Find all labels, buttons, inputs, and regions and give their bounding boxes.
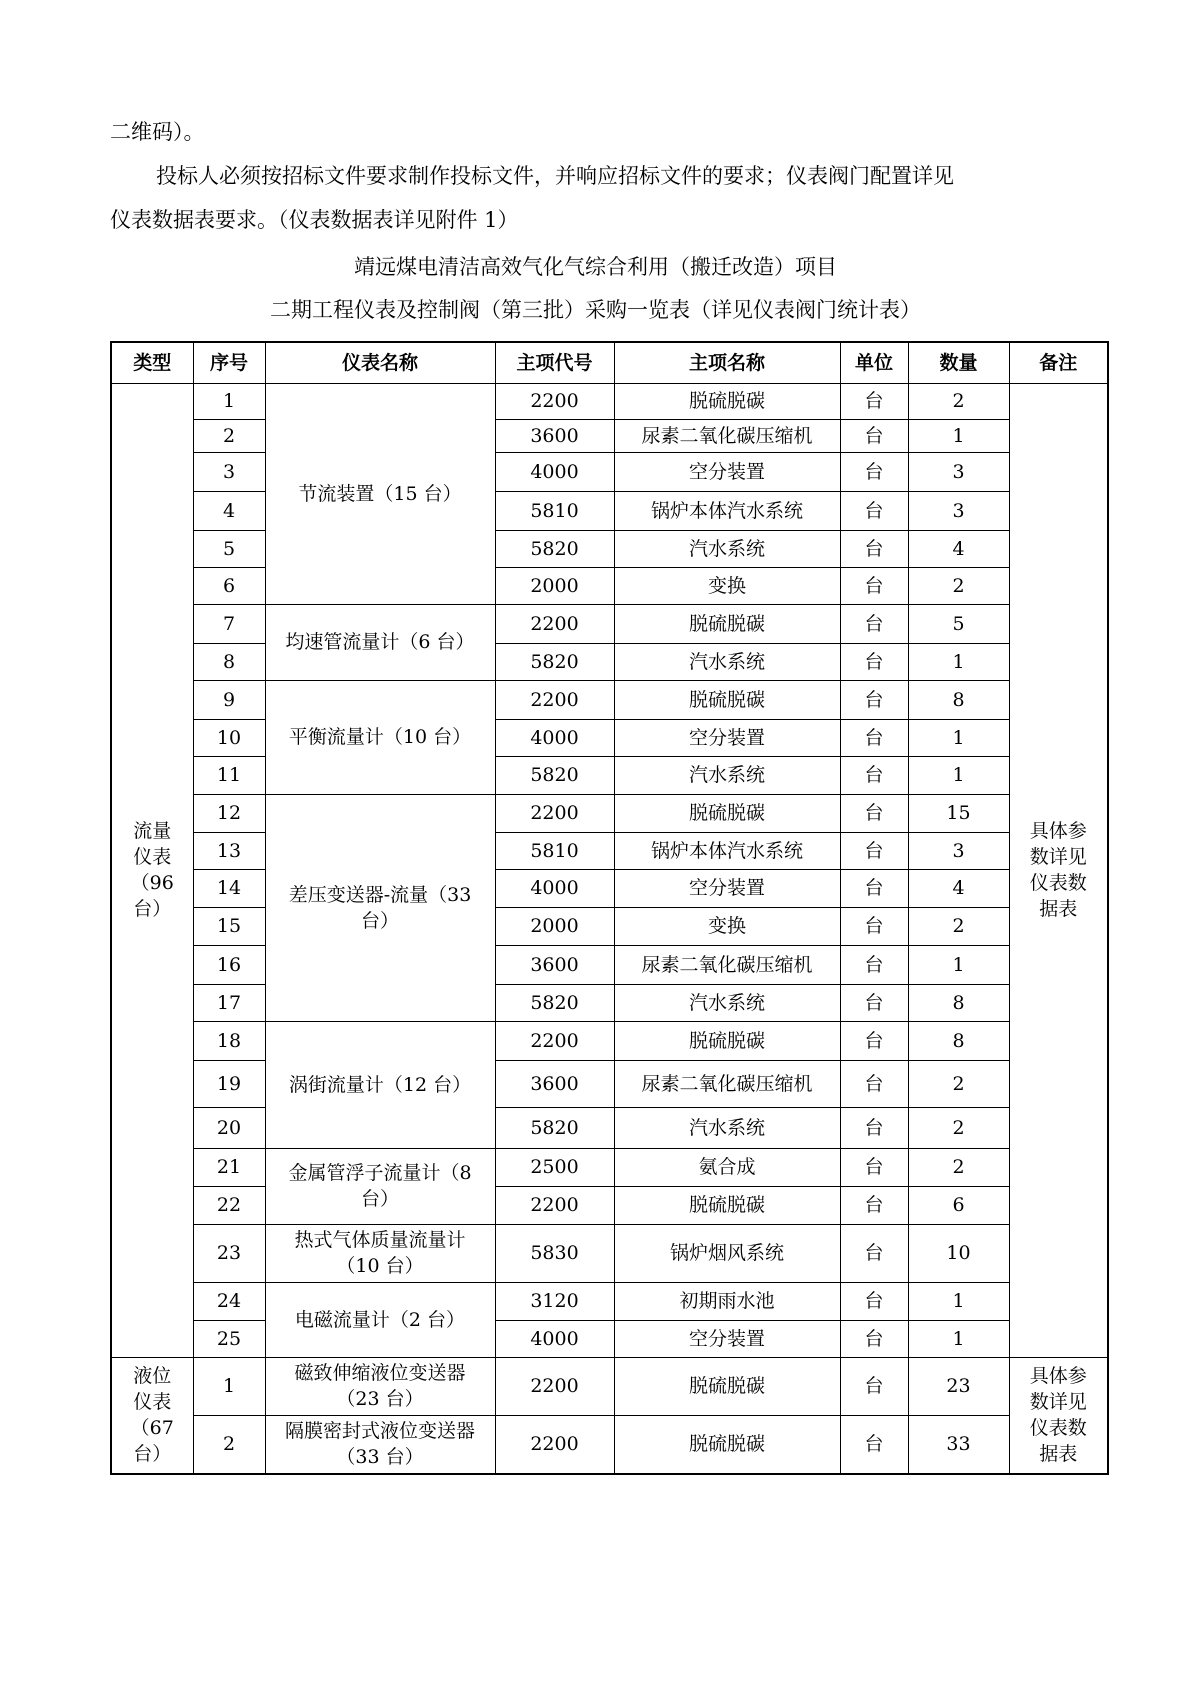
table-row <box>111 383 1108 419</box>
quantity: 1 <box>908 719 1009 756</box>
item-name: 变换 <box>614 567 840 604</box>
item-code: 2200 <box>495 383 614 419</box>
quantity: 33 <box>908 1415 1009 1474</box>
quantity: 2 <box>908 907 1009 945</box>
item-code: 2200 <box>495 1415 614 1474</box>
unit: 台 <box>840 383 908 419</box>
item-name: 汽水系统 <box>614 984 840 1021</box>
item-code: 4000 <box>495 719 614 756</box>
table-row <box>111 832 1108 869</box>
instrument-name: 磁致伸缩液位变送器（23 台） <box>265 1357 495 1415</box>
table-row <box>111 491 1108 530</box>
item-name: 汽水系统 <box>614 530 840 567</box>
row-no: 21 <box>193 1148 265 1186</box>
table-row <box>111 1415 1108 1474</box>
item-code: 2200 <box>495 1021 614 1060</box>
remark-line: 数详见 <box>1029 846 1087 868</box>
row-no: 25 <box>193 1320 265 1357</box>
quantity: 1 <box>908 756 1009 794</box>
flow-type-cell <box>111 383 193 1357</box>
item-name: 脱硫脱碳 <box>614 1186 840 1224</box>
quantity: 3 <box>908 452 1009 491</box>
item-code: 2200 <box>495 680 614 719</box>
row-no: 5 <box>193 530 265 567</box>
table-row <box>111 869 1108 907</box>
unit: 台 <box>840 643 908 680</box>
header-item-code: 主项代号 <box>495 342 614 383</box>
table-row <box>111 530 1108 567</box>
level-type-cell <box>111 1357 193 1474</box>
quantity: 2 <box>908 383 1009 419</box>
table-row <box>111 1282 1108 1320</box>
quantity: 23 <box>908 1357 1009 1415</box>
unit: 台 <box>840 1224 908 1282</box>
instrument-name: 隔膜密封式液位变送器（33 台） <box>265 1415 495 1474</box>
row-no: 17 <box>193 984 265 1021</box>
unit: 台 <box>840 945 908 984</box>
unit: 台 <box>840 1320 908 1357</box>
item-code: 2200 <box>495 794 614 832</box>
item-name: 氨合成 <box>614 1148 840 1186</box>
table-row <box>111 719 1108 756</box>
intro-line-2: 投标人必须按招标文件要求制作投标文件，并响应招标文件的要求；仪表阀门配置详见 <box>156 164 954 188</box>
unit: 台 <box>840 869 908 907</box>
unit: 台 <box>840 984 908 1021</box>
row-no: 2 <box>193 1415 265 1474</box>
item-code: 3600 <box>495 419 614 452</box>
table-row <box>111 1357 1108 1415</box>
unit: 台 <box>840 832 908 869</box>
quantity: 15 <box>908 794 1009 832</box>
item-code: 3120 <box>495 1282 614 1320</box>
item-code: 5810 <box>495 832 614 869</box>
intro-line-3: 仪表数据表要求。（仪表数据表详见附件 1） <box>110 208 519 232</box>
row-no: 6 <box>193 567 265 604</box>
quantity: 1 <box>908 1282 1009 1320</box>
item-name: 脱硫脱碳 <box>614 1415 840 1474</box>
item-code: 5820 <box>495 1107 614 1148</box>
row-no: 23 <box>193 1224 265 1282</box>
table-row <box>111 567 1108 604</box>
row-no: 22 <box>193 1186 265 1224</box>
instrument-name: 电磁流量计（2 台） <box>265 1282 495 1357</box>
unit: 台 <box>840 491 908 530</box>
unit: 台 <box>840 1415 908 1474</box>
row-no: 10 <box>193 719 265 756</box>
remark-line: 仪表数 <box>1029 872 1087 894</box>
row-no: 7 <box>193 604 265 643</box>
unit: 台 <box>840 1186 908 1224</box>
unit: 台 <box>840 452 908 491</box>
item-code: 2500 <box>495 1148 614 1186</box>
quantity: 5 <box>908 604 1009 643</box>
unit: 台 <box>840 1060 908 1107</box>
row-no: 14 <box>193 869 265 907</box>
row-no: 3 <box>193 452 265 491</box>
quantity: 2 <box>908 1148 1009 1186</box>
item-code: 2200 <box>495 1357 614 1415</box>
table-row <box>111 643 1108 680</box>
table-row <box>111 452 1108 491</box>
remark-line: 具体参 <box>1029 820 1087 842</box>
unit: 台 <box>840 604 908 643</box>
unit: 台 <box>840 794 908 832</box>
item-name: 锅炉本体汽水系统 <box>614 832 840 869</box>
header-instrument-name: 仪表名称 <box>265 342 495 383</box>
table-row <box>111 604 1108 643</box>
item-name: 脱硫脱碳 <box>614 383 840 419</box>
unit: 台 <box>840 680 908 719</box>
item-code: 4000 <box>495 869 614 907</box>
item-name: 空分装置 <box>614 452 840 491</box>
item-name: 汽水系统 <box>614 1107 840 1148</box>
row-no: 13 <box>193 832 265 869</box>
item-code: 5830 <box>495 1224 614 1282</box>
item-code: 5820 <box>495 984 614 1021</box>
item-code: 4000 <box>495 452 614 491</box>
table-row <box>111 1021 1108 1060</box>
row-no: 20 <box>193 1107 265 1148</box>
header-item-name: 主项名称 <box>614 342 840 383</box>
item-name: 脱硫脱碳 <box>614 680 840 719</box>
item-name: 初期雨水池 <box>614 1282 840 1320</box>
item-code: 2000 <box>495 567 614 604</box>
item-code: 5820 <box>495 756 614 794</box>
item-name: 空分装置 <box>614 1320 840 1357</box>
item-code: 5820 <box>495 643 614 680</box>
quantity: 10 <box>908 1224 1009 1282</box>
item-name: 尿素二氧化碳压缩机 <box>614 1060 840 1107</box>
table-row <box>111 794 1108 832</box>
remark-line: 仪表数 <box>1029 1417 1087 1440</box>
instrument-name: 平衡流量计（10 台） <box>265 680 495 794</box>
remark-line: 据表 <box>1039 1443 1078 1466</box>
table-row <box>111 1148 1108 1186</box>
row-no: 18 <box>193 1021 265 1060</box>
item-name: 空分装置 <box>614 869 840 907</box>
unit: 台 <box>840 1021 908 1060</box>
quantity: 8 <box>908 680 1009 719</box>
table-row <box>111 984 1108 1021</box>
unit: 台 <box>840 1282 908 1320</box>
item-code: 2000 <box>495 907 614 945</box>
table-row <box>111 1224 1108 1282</box>
table-title-line-2: 二期工程仪表及控制阀（第三批）采购一览表（详见仪表阀门统计表） <box>270 298 921 322</box>
item-name: 汽水系统 <box>614 643 840 680</box>
intro-line-1: 二维码）。 <box>110 120 205 144</box>
quantity: 2 <box>908 1107 1009 1148</box>
unit: 台 <box>840 530 908 567</box>
remark-line: 数详见 <box>1029 1391 1087 1414</box>
quantity: 8 <box>908 984 1009 1021</box>
table-header-row <box>111 342 1108 383</box>
item-name: 脱硫脱碳 <box>614 1357 840 1415</box>
type-line: 台） <box>133 898 172 920</box>
header-remark: 备注 <box>1009 342 1108 383</box>
instrument-name: 差压变送器-流量（33 台） <box>265 794 495 1021</box>
row-no: 9 <box>193 680 265 719</box>
quantity: 2 <box>908 1060 1009 1107</box>
type-line: 流量 <box>133 820 172 842</box>
type-line: 液位 <box>133 1365 172 1388</box>
row-no: 1 <box>193 1357 265 1415</box>
item-name: 脱硫脱碳 <box>614 794 840 832</box>
type-line: 台） <box>133 1443 172 1466</box>
quantity: 3 <box>908 491 1009 530</box>
type-line: （67 <box>130 1417 174 1440</box>
row-no: 16 <box>193 945 265 984</box>
instrument-name: 均速管流量计（6 台） <box>265 604 495 680</box>
remark-line: 据表 <box>1039 898 1078 920</box>
item-code: 2200 <box>495 604 614 643</box>
quantity: 6 <box>908 1186 1009 1224</box>
unit: 台 <box>840 907 908 945</box>
quantity: 4 <box>908 869 1009 907</box>
row-no: 4 <box>193 491 265 530</box>
quantity: 3 <box>908 832 1009 869</box>
row-no: 11 <box>193 756 265 794</box>
table-row <box>111 907 1108 945</box>
item-name: 锅炉烟风系统 <box>614 1224 840 1282</box>
instrument-name: 热式气体质量流量计（10 台） <box>265 1224 495 1282</box>
item-code: 3600 <box>495 945 614 984</box>
table-title-line-1: 靖远煤电清洁高效气化气综合利用（搬迁改造）项目 <box>354 255 837 279</box>
item-name: 尿素二氧化碳压缩机 <box>614 945 840 984</box>
quantity: 2 <box>908 567 1009 604</box>
item-name: 空分装置 <box>614 719 840 756</box>
table-row <box>111 419 1108 452</box>
flow-remark-cell <box>1009 383 1108 1357</box>
quantity: 1 <box>908 1320 1009 1357</box>
instrument-name: 金属管浮子流量计（8 台） <box>265 1148 495 1224</box>
header-type: 类型 <box>111 342 193 383</box>
type-line: 仪表 <box>133 846 172 868</box>
unit: 台 <box>840 1107 908 1148</box>
item-name: 尿素二氧化碳压缩机 <box>614 419 840 452</box>
type-line: 仪表 <box>133 1391 172 1414</box>
unit: 台 <box>840 1148 908 1186</box>
quantity: 1 <box>908 419 1009 452</box>
item-name: 变换 <box>614 907 840 945</box>
item-code: 5820 <box>495 530 614 567</box>
item-name: 锅炉本体汽水系统 <box>614 491 840 530</box>
table-row <box>111 680 1108 719</box>
table-row <box>111 1320 1108 1357</box>
type-line: （96 <box>130 872 174 894</box>
unit: 台 <box>840 567 908 604</box>
level-remark-cell <box>1009 1357 1108 1474</box>
procurement-table <box>110 341 1109 1475</box>
row-no: 24 <box>193 1282 265 1320</box>
item-code: 2200 <box>495 1186 614 1224</box>
unit: 台 <box>840 719 908 756</box>
quantity: 8 <box>908 1021 1009 1060</box>
unit: 台 <box>840 419 908 452</box>
unit: 台 <box>840 1357 908 1415</box>
row-no: 12 <box>193 794 265 832</box>
table-row <box>111 945 1108 984</box>
item-name: 脱硫脱碳 <box>614 604 840 643</box>
row-no: 1 <box>193 383 265 419</box>
header-unit: 单位 <box>840 342 908 383</box>
instrument-name: 涡街流量计（12 台） <box>265 1021 495 1148</box>
remark-line: 具体参 <box>1029 1365 1087 1388</box>
row-no: 2 <box>193 419 265 452</box>
item-code: 5810 <box>495 491 614 530</box>
row-no: 8 <box>193 643 265 680</box>
quantity: 1 <box>908 945 1009 984</box>
header-quantity: 数量 <box>908 342 1009 383</box>
item-name: 汽水系统 <box>614 756 840 794</box>
item-name: 脱硫脱碳 <box>614 1021 840 1060</box>
header-no: 序号 <box>193 342 265 383</box>
quantity: 4 <box>908 530 1009 567</box>
table-row <box>111 1060 1108 1107</box>
table-row <box>111 1107 1108 1148</box>
instrument-name: 节流装置（15 台） <box>265 383 495 604</box>
unit: 台 <box>840 756 908 794</box>
item-code: 4000 <box>495 1320 614 1357</box>
row-no: 15 <box>193 907 265 945</box>
table-row <box>111 1186 1108 1224</box>
item-code: 3600 <box>495 1060 614 1107</box>
table-row <box>111 756 1108 794</box>
quantity: 1 <box>908 643 1009 680</box>
row-no: 19 <box>193 1060 265 1107</box>
